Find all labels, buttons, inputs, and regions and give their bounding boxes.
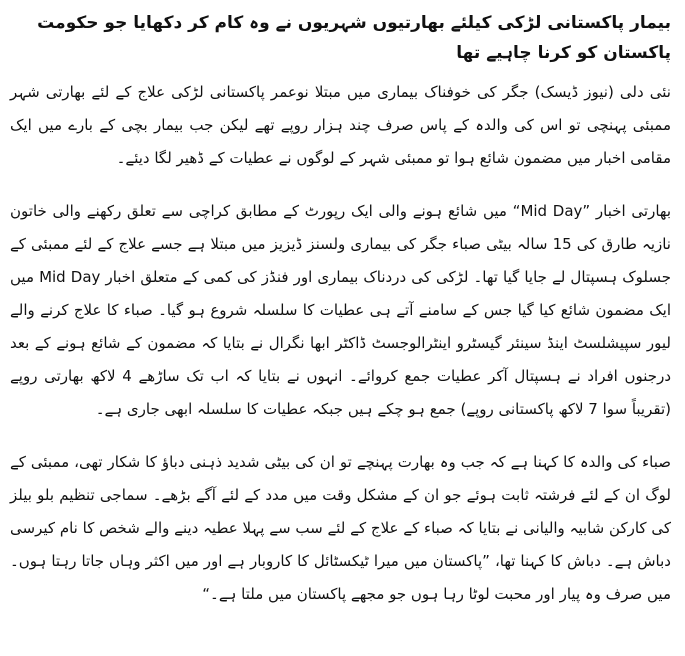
article-paragraph-intro: نئی دلی (نیوز ڈیسک) جگر کی خوفناک بیماری میں مبتلا نوعمر پاکستانی لڑکی علاج کے لئے بھارتی شہر ممبئی پہنچی تو اس کی والدہ کے پاس صرف چند ہزار روپے تھے لیکن جب بیمار بچی کے بارے میں ایک مقامی اخبار میں مضمون شائع ہوا تو ممبئی شہر کے لوگوں نے عطیات کے ڈھیر لگا دیئے۔ <box>10 83 671 167</box>
article-paragraph-report: بھارتی اخبار ”Mid Day“ میں شائع ہونے والی ایک رپورٹ کے مطابق کراچی سے تعلق رکھنے والی خاتون نازیہ طارق کی 15 سالہ بیٹی صباء جگر کی بیماری ولسنز ڈیزیز میں مبتلا ہے جسے علاج کے لئے ممبئی کے جسلوک ہسپتال لے جایا گیا تھا۔ لڑکی کی دردناک بیماری اور فنڈز کی کمی کے متعلق اخبار Mid Day میں ایک مضمون شائع کیا گیا جس کے سامنے آتے ہی عطیات کا سلسلہ شروع ہو گیا۔ صباء کا علاج کرنے والے لیور سپیشلسٹ اینڈ سینئر گیسٹرو اینٹرالوجسٹ ڈاکٹر ابھا نگرال نے بتایا کہ مضمون کے شائع ہونے کے بعد درجنوں افراد نے ہسپتال آکر عطیات جمع کروائے۔ انہوں نے بتایا کہ اب تک ساڑھے 4 لاکھ بھارتی روپے (تقریباً سوا 7 لاکھ پاکستانی روپے) جمع ہو چکے ہیں جبکہ عطیات کا سلسلہ ابھی جاری ہے۔ <box>10 202 672 418</box>
article-headline: بیمار پاکستانی لڑکی کیلئے بھارتیوں شہریوں نے وہ کام کر دکھایا جو حکومت پاکستان کو کرنا چاہیے تھا <box>37 13 671 63</box>
article-paragraph-mother-quote: صباء کی والدہ کا کہنا ہے کہ جب وہ بھارت پہنچے تو ان کی بیٹی شدید ذہنی دباؤ کا شکار تھی، ممبئی کے لوگ ان کے لئے فرشتہ ثابت ہوئے جو ان کے مشکل وقت میں مدد کے لئے آگے بڑھے۔ سماجی تنظیم بلو بیلز کی کارکن شابیہ والیانی نے بتایا کہ صباء کے علاج کے لئے سب سے پہلا عطیہ دینے والے شخص کا نام کیرسی دباش ہے۔ دباش کا کہنا تھا، ”پاکستان میں میرا ٹیکسٹائل کا کاروبار ہے اور میں اکثر وہاں جاتا رہتا ہوں۔ میں صرف وہ پیار اور محبت لوٹا رہا ہوں جو مجھے پاکستان میں ملتا ہے۔“ <box>10 453 671 603</box>
